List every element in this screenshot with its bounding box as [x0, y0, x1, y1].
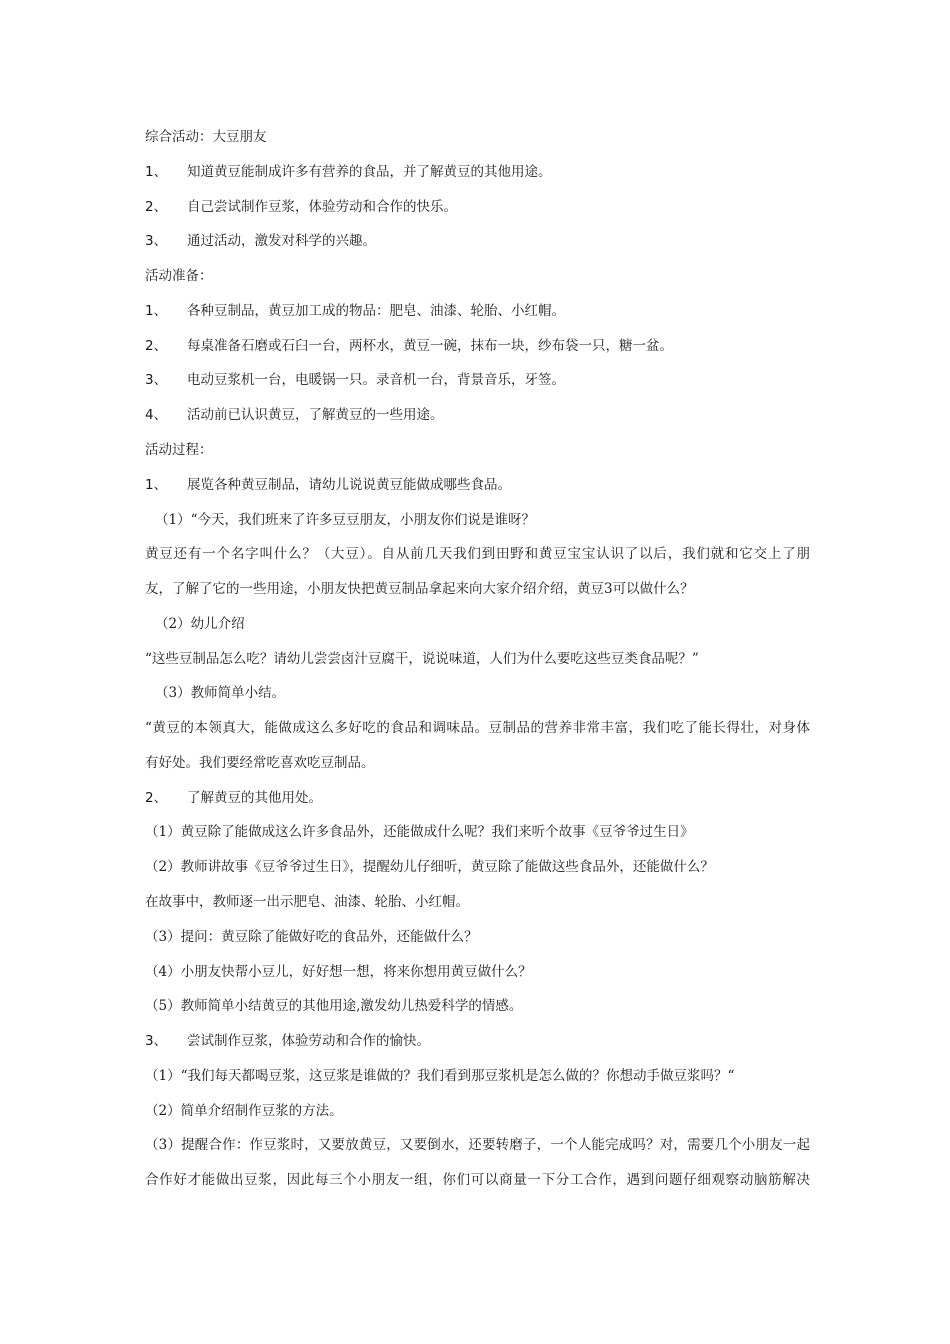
- prep-1: [145, 301, 810, 321]
- process-heading: 活动过程：: [145, 442, 213, 458]
- prep-1-num: 1、: [145, 303, 168, 319]
- step-2-sub-5: （5）教师简单小结黄豆的其他用途,激发幼儿热爱科学的情感。: [145, 998, 523, 1014]
- prep-3: [145, 370, 810, 390]
- prep-2-text: 每桌准备石磨或石臼一台，两杯水，黄豆一碗，抹布一块，纱布袋一只，糖一盆。: [187, 338, 673, 354]
- step-1-para-1-line-2: 友，了解了它的一些用途，小朋友快把黄豆制品拿起来向大家介绍介绍，黄豆3可以做什么？: [145, 581, 694, 597]
- goal-3: [145, 231, 810, 251]
- step-3-text: 尝试制作豆浆，体验劳动和合作的愉快。: [187, 1033, 430, 1049]
- goal-2-num: 2、: [145, 199, 168, 215]
- prep-2-num: 2、: [145, 338, 168, 354]
- step-1-para-1-line-1: 黄豆还有一个名字叫什么？（大豆）。自从前几天我们到田野和黄豆宝宝认识了以后，我们就和它交上了朋: [145, 546, 810, 562]
- prep-2: [145, 336, 810, 356]
- goal-1-text: 知道黄豆能制成许多有营养的食品，并了解黄豆的其他用途。: [187, 164, 552, 180]
- step-2-sub-1: （1）黄豆除了能做成这么许多食品外，还能做成什么呢？我们来听个故事《豆爷爷过生日》: [145, 824, 694, 840]
- prep-4: [145, 405, 810, 425]
- step-2-sub-2: （2）教师讲故事《豆爷爷过生日》，提醒幼儿仔细听，黄豆除了能做这些食品外，还能做什么？: [145, 859, 714, 875]
- step-2-num: 2、: [145, 790, 168, 806]
- step-1-para-3-line-1: “黄豆的本领真大，能做成这么多好吃的食品和调味品。豆制品的营养非常丰富，我们吃了能长得壮，对身体: [145, 720, 810, 736]
- step-1-num: 1、: [145, 477, 168, 493]
- step-3-sub-1: （1）“我们每天都喝豆浆，这豆浆是谁做的？我们看到那豆浆机是怎么做的？你想动手做豆浆吗？“: [145, 1068, 735, 1084]
- step-3-sub-3-line-2: 合作好才能做出豆浆，因此每三个小朋友一组，你们可以商量一下分工合作，遇到问题仔细观察动脑筋解决: [145, 1172, 810, 1188]
- step-3: [145, 1031, 810, 1051]
- step-2-sub-4: （4）小朋友快帮小豆儿，好好想一想，将来你想用黄豆做什么？: [145, 964, 532, 980]
- goal-3-num: 3、: [145, 233, 168, 249]
- step-1-para-3-line-2: 有好处。我们要经常吃喜欢吃豆制品。: [145, 755, 375, 771]
- step-2-text: 了解黄豆的其他用处。: [187, 790, 322, 806]
- doc-title: 综合活动：大豆朋友: [145, 129, 267, 145]
- goal-1-num: 1、: [145, 164, 168, 180]
- prep-1-text: 各种豆制品，黄豆加工成的物品：肥皂、油漆、轮胎、小红帽。: [187, 303, 565, 319]
- prep-4-num: 4、: [145, 407, 168, 423]
- step-3-sub-2: （2）简单介绍制作豆浆的方法。: [145, 1103, 343, 1119]
- prep-heading: 活动准备：: [145, 268, 213, 284]
- goal-2-text: 自己尝试制作豆浆，体验劳动和合作的快乐。: [187, 199, 457, 215]
- step-1-sub-1: （1）“今天，我们班来了许多豆豆朋友，小朋友你们说是谁呀？: [155, 512, 535, 528]
- step-2: [145, 788, 810, 808]
- step-1-para-2: “这些豆制品怎么吃？请幼儿尝尝卤汁豆腐干，说说味道，人们为什么要吃这些豆类食品呢？”: [145, 651, 699, 667]
- goal-1: [145, 162, 810, 182]
- step-3-sub-3-line-1: （3）提醒合作：作豆浆时，又要放黄豆，又要倒水，还要转磨子，一个人能完成吗？对，需要几个小朋友一起: [145, 1137, 810, 1153]
- step-2-para: 在故事中，教师逐一出示肥皂、油漆、轮胎、小红帽。: [145, 894, 469, 910]
- step-1: [145, 475, 810, 495]
- prep-3-text: 电动豆浆机一台，电暖锅一只。录音机一台，背景音乐，牙签。: [187, 372, 565, 388]
- step-1-sub-2: （2）幼儿介绍: [155, 616, 245, 632]
- step-1-text: 展览各种黄豆制品，请幼儿说说黄豆能做成哪些食品。: [187, 477, 511, 493]
- goal-3-text: 通过活动，激发对科学的兴趣。: [187, 233, 376, 249]
- step-3-num: 3、: [145, 1033, 168, 1049]
- step-1-sub-3: （3）教师简单小结。: [155, 685, 286, 701]
- step-2-sub-3: （3）提问：黄豆除了能做好吃的食品外，还能做什么？: [145, 929, 478, 945]
- prep-4-text: 活动前已认识黄豆，了解黄豆的一些用途。: [187, 407, 444, 423]
- prep-3-num: 3、: [145, 372, 168, 388]
- goal-2: [145, 197, 810, 217]
